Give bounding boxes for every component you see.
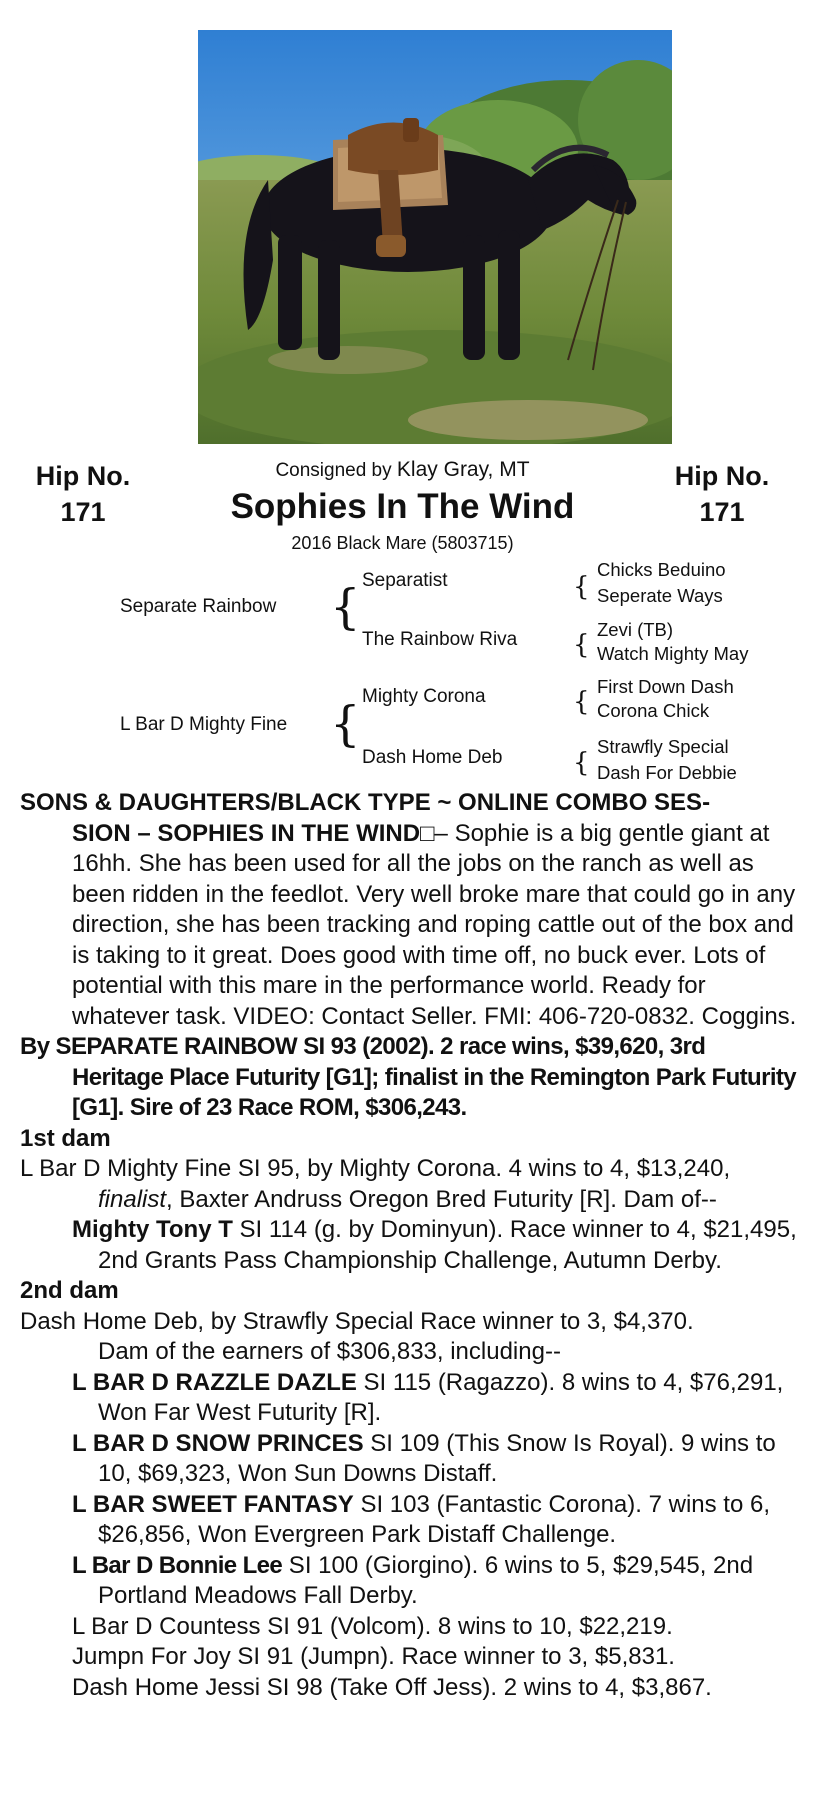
hip-label: Hip No. <box>35 461 131 491</box>
pedigree-brace: { <box>330 579 361 635</box>
horse-photo <box>198 30 672 444</box>
consignor-name: Klay Gray, MT <box>396 458 530 481</box>
produce-text: SI 100 (Giorgino). 6 wins to 5, $29,545, 2nd Portland Meadows Fall Derby. <box>98 1551 754 1609</box>
produce-item <box>20 1490 800 1551</box>
consignor-line <box>200 458 605 482</box>
pedigree-dam: L Bar D Mighty Fine <box>120 714 288 735</box>
pedigree-dam-dam: Dash Home Deb <box>362 747 503 768</box>
description-body: – Sophie is a big gentle giant at 16hh. She has been used for all the jobs on the ranch as well as been ridden in the feedlot. Very well broke mare that could go in any direction, she has been tracking and roping cattle out of the box and is taking to it great. Does good with time off, no buck ever. Lots of potential with this mare in the performance world. Ready for whatever task. VIDEO: Contact Seller. FMI: 406-720-0832. Coggins. <box>72 819 797 1030</box>
second-dam-heading: 2nd dam <box>20 1277 119 1304</box>
produce-item <box>20 1215 800 1276</box>
first-dam-line-a: L Bar D Mighty Fine SI 95, by Mighty Corona. 4 wins to 4, $13,240, <box>20 1155 731 1182</box>
foal-line: 2016 Black Mare (5803715) <box>291 533 514 553</box>
produce-item <box>20 1551 800 1612</box>
produce-item <box>20 1368 800 1429</box>
consigned-prefix: Consigned by <box>275 460 392 481</box>
first-dam-line-b: , Baxter Andruss Oregon Bred Futurity [R]. Dam of-- <box>166 1185 717 1213</box>
pedigree-g3: Chicks Beduino <box>597 559 726 580</box>
pedigree-brace: { <box>573 748 590 778</box>
produce-name: L BAR D RAZZLE DAZLE <box>72 1368 357 1396</box>
produce-item <box>20 1429 800 1490</box>
pedigree-g3: First Down Dash <box>597 676 734 697</box>
hip-number: 171 <box>699 497 745 527</box>
hip-number-left <box>13 458 153 530</box>
pedigree-g3: Dash For Debbie <box>597 762 737 783</box>
catalog-text <box>20 788 800 1703</box>
hip-number-right <box>652 458 792 530</box>
hip-label: Hip No. <box>674 461 770 491</box>
produce-text: SI 115 (Ragazzo). 8 wins to 4, $76,291, Won Far West Futurity [R]. <box>98 1368 784 1426</box>
produce-name: L BAR SWEET FANTASY <box>72 1490 354 1518</box>
produce-name: Mighty Tony T <box>72 1216 233 1243</box>
pedigree-brace: { <box>330 696 361 752</box>
second-dam-line-b: Dam of the earners of $306,833, including-- <box>98 1338 561 1365</box>
produce-item: L Bar D Countess SI 91 (Volcom). 8 wins to 10, $22,219. <box>72 1612 673 1640</box>
second-dam-line-a: Dash Home Deb, by Strawfly Special Race winner to 3, $4,370. <box>20 1307 694 1335</box>
hip-number: 171 <box>60 497 106 527</box>
first-dam-record <box>20 1154 800 1215</box>
pedigree-brace: { <box>573 687 590 717</box>
description-heading-line2: SION – SOPHIES IN THE WIND□ <box>72 819 435 847</box>
pedigree-g3: Seperate Ways <box>597 585 723 606</box>
first-dam-finalist: finalist <box>98 1185 167 1213</box>
produce-name: L BAR D SNOW PRINCES <box>72 1429 364 1457</box>
produce-text: SI 103 (Fantastic Corona). 7 wins to 6, $26,856, Won Evergreen Park Distaff Challenge. <box>98 1490 770 1548</box>
description-heading-line1: SONS & DAUGHTERS/BLACK TYPE ~ ONLINE COMBO SES- <box>20 789 711 816</box>
pedigree-sire: Separate Rainbow <box>120 596 277 617</box>
horse-name: Sophies In The Wind <box>230 487 575 526</box>
pedigree-dam-sire: Mighty Corona <box>362 686 486 707</box>
produce-item: Dash Home Jessi SI 98 (Take Off Jess). 2 wins to 4, $3,867. <box>72 1673 712 1701</box>
produce-text: SI 109 (This Snow Is Royal). 9 wins to 10, $69,323, Won Sun Downs Distaff. <box>98 1429 776 1487</box>
pedigree-g3: Zevi (TB) <box>597 619 674 640</box>
sire-summary: By SEPARATE RAINBOW SI 93 (2002). 2 race wins, $39,620, 3rd Heritage Place Futurity [G1]; finalist in the Remington Park Futurity [G1]. Sire of 23 Race ROM, $306,243. <box>20 1033 797 1121</box>
pedigree-brace: { <box>573 572 590 602</box>
pedigree-brace: { <box>573 630 590 660</box>
pedigree-g3: Watch Mighty May <box>597 643 749 664</box>
produce-item: Jumpn For Joy SI 91 (Jumpn). Race winner to 3, $5,831. <box>72 1643 675 1670</box>
pedigree-sire-dam: The Rainbow Riva <box>362 629 518 650</box>
description-paragraph <box>20 788 800 1032</box>
produce-text: SI 114 (g. by Dominyun). Race winner to 4, $21,495, 2nd Grants Pass Championship Challenge, Autumn Derby. <box>98 1216 797 1274</box>
pedigree-sire-sire: Separatist <box>362 570 448 591</box>
first-dam-heading: 1st dam <box>20 1124 111 1152</box>
pedigree-g3: Strawfly Special <box>597 736 729 757</box>
pedigree-g3: Corona Chick <box>597 700 710 721</box>
produce-name: L Bar D Bonnie Lee <box>72 1551 283 1579</box>
